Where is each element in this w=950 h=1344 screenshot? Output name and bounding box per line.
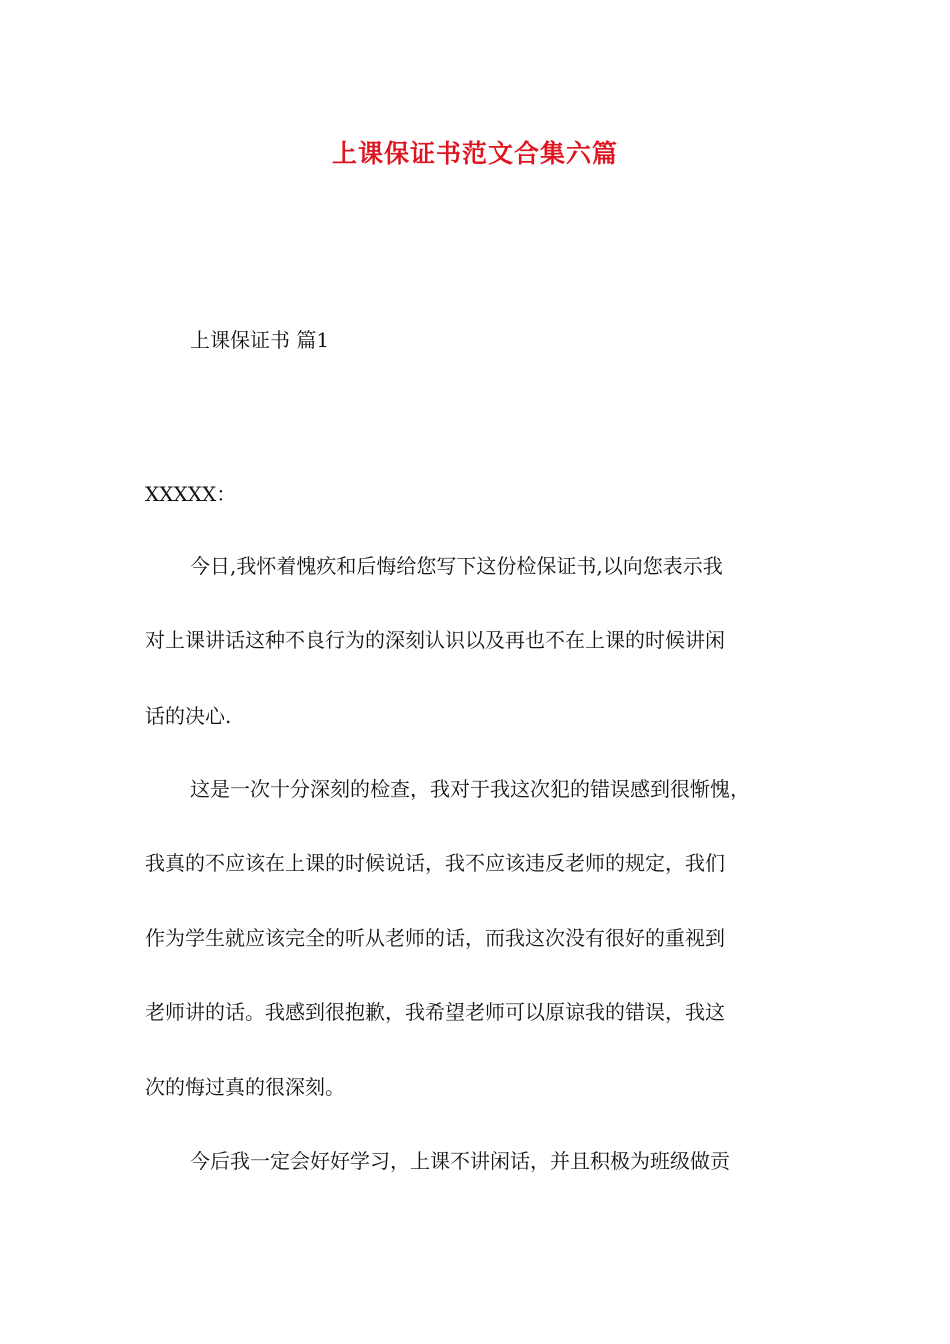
paragraph-2-line-4: 老师讲的话。我感到很抱歉，我希望老师可以原谅我的错误，我这 [145,1000,725,1024]
document-title: 上课保证书范文合集六篇 [331,139,618,168]
paragraph-1-line-1: 今日,我怀着愧疚和后悔给您写下这份检保证书,以向您表示我 [190,554,723,578]
salutation: XXXXX： [145,482,237,506]
paragraph-1-line-3: 话的决心. [145,704,232,728]
paragraph-1-line-2: 对上课讲话这种不良行为的深刻认识以及再也不在上课的时候讲闲 [145,628,725,652]
paragraph-3-line-1: 今后我一定会好好学习，上课不讲闲话，并且积极为班级做贡 [190,1149,730,1173]
paragraph-2-line-2: 我真的不应该在上课的时候说话，我不应该违反老师的规定，我们 [145,851,725,875]
section-heading: 上课保证书 篇1 [190,328,330,352]
paragraph-2-line-5: 次的悔过真的很深刻。 [145,1075,345,1099]
paragraph-2-line-3: 作为学生就应该完全的听从老师的话，而我这次没有很好的重视到 [145,926,725,950]
paragraph-2-line-1: 这是一次十分深刻的检查，我对于我这次犯的错误感到很惭愧， [190,777,750,801]
